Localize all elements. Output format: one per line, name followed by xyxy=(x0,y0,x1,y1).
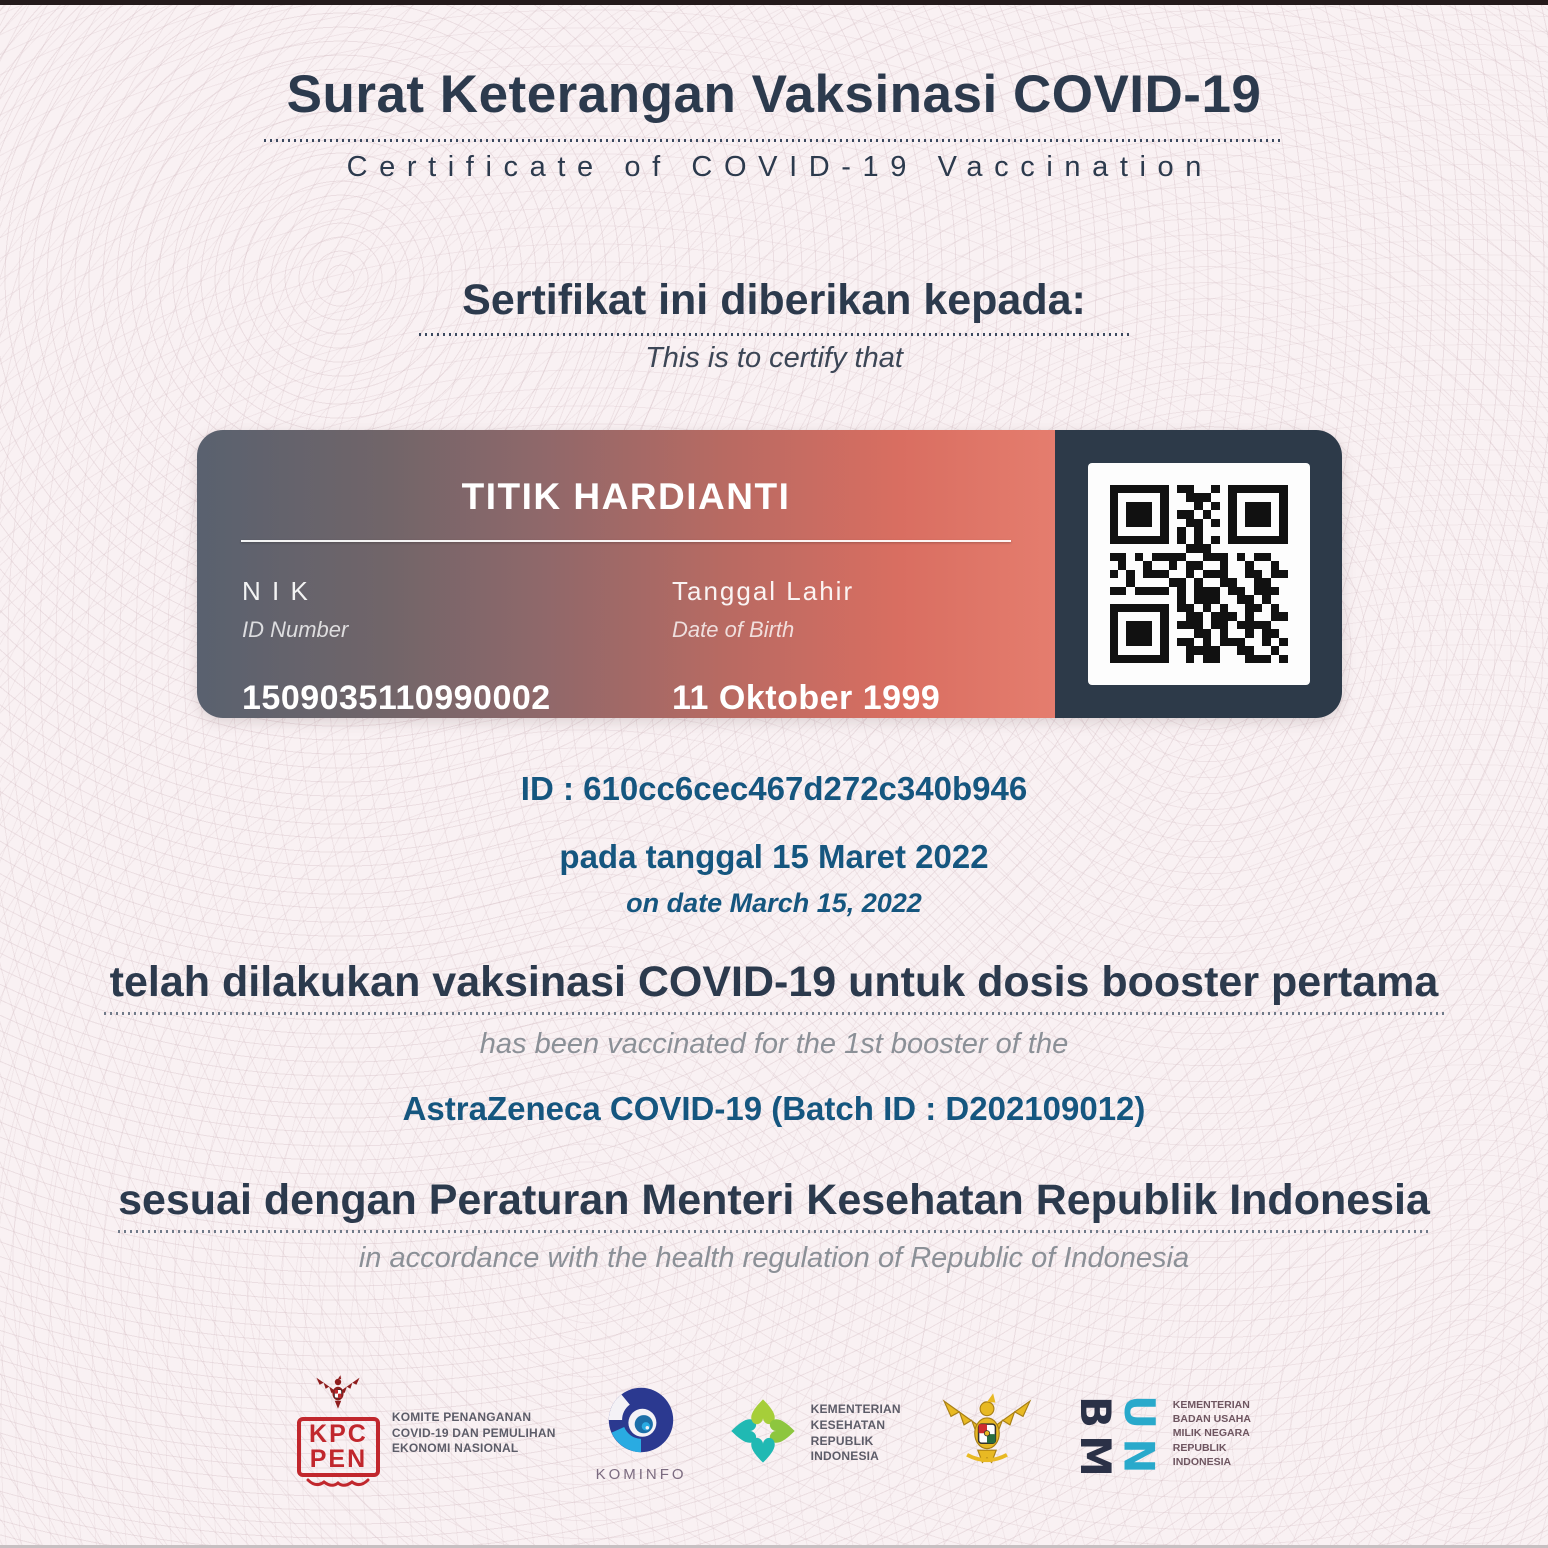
regulation-en: in accordance with the health regulation of Republic of Indonesia xyxy=(358,1242,1190,1274)
statement-en: has been vaccinated for the 1st booster of the xyxy=(479,1028,1069,1060)
vaccination-date-id: pada tanggal 15 Maret 2022 xyxy=(559,838,989,875)
bumn-letter-b: B xyxy=(1070,1395,1120,1428)
kominfo-logo-group xyxy=(596,1385,687,1483)
identity-card xyxy=(197,430,1342,718)
statement-id: telah dilakukan vaksinasi COVID-19 untuk dosis booster pertama xyxy=(109,958,1439,1006)
dob-sublabel: Date of Birth xyxy=(672,617,795,642)
pen-text: PEN xyxy=(309,1445,368,1473)
kpcpen-logo xyxy=(297,1372,380,1495)
bumn-letter-m: M xyxy=(1070,1434,1120,1477)
certify-subheading: This is to certify that xyxy=(645,342,903,374)
name-underline xyxy=(241,540,1011,542)
certify-heading: Sertifikat ini diberikan kepada: xyxy=(462,276,1086,324)
qr-frame xyxy=(1088,463,1310,685)
kemenkes-logo-group xyxy=(727,1395,901,1472)
kpcpen-logo-group xyxy=(297,1372,556,1495)
kpcpen-garuda-icon xyxy=(314,1372,362,1417)
regulation-divider xyxy=(118,1230,1430,1233)
bumn-logo-group xyxy=(1070,1390,1251,1478)
kpcpen-wordmark xyxy=(297,1417,380,1477)
nik-value: 1509035110990002 xyxy=(242,679,551,717)
certificate-id: ID : 610cc6cec467d272c340b946 xyxy=(520,770,1028,807)
kpcpen-book-icon xyxy=(306,1477,370,1495)
kpcpen-caption: KOMITE PENANGANAN COVID-19 DAN PEMULIHAN EKONOMI NASIONAL xyxy=(391,1410,556,1456)
bumn-caption: KEMENTERIAN BADAN USAHA MILIK NEGARA REPUBLIK INDONESIA xyxy=(1172,1399,1251,1468)
certificate-title: Surat Keterangan Vaksinasi COVID-19 xyxy=(286,65,1262,124)
vaccination-date-en: on date March 15, 2022 xyxy=(626,888,922,918)
certify-divider xyxy=(419,333,1131,336)
vaccine-batch-line: AstraZeneca COVID-19 (Batch ID : D202109012) xyxy=(402,1090,1146,1127)
holder-name: TITIK HARDIANTI xyxy=(461,476,791,517)
garuda-pancasila-icon xyxy=(941,1385,1033,1482)
kemenkes-icon xyxy=(727,1395,799,1472)
footer-logos xyxy=(0,1372,1548,1495)
nik-field xyxy=(242,576,617,718)
top-edge-strip xyxy=(0,0,1548,5)
nik-label: N I K xyxy=(242,576,310,606)
identity-fields xyxy=(197,576,1055,718)
qr-panel xyxy=(1055,430,1342,718)
kpc-text: KPC xyxy=(309,1420,368,1448)
kominfo-icon xyxy=(606,1385,676,1460)
statement-divider xyxy=(104,1012,1444,1015)
dob-field xyxy=(672,576,940,718)
title-divider xyxy=(264,139,1280,142)
qr-code xyxy=(1110,485,1288,663)
nik-sublabel: ID Number xyxy=(242,617,349,642)
bumn-letter-u: U xyxy=(1114,1394,1164,1429)
bumn-wordmark xyxy=(1070,1390,1164,1478)
dob-label: Tanggal Lahir xyxy=(672,576,855,606)
kominfo-label: KOMINFO xyxy=(595,1465,687,1483)
certificate-subtitle: Certificate of COVID-19 Vaccination xyxy=(346,151,1214,183)
bumn-letter-n: N xyxy=(1114,1437,1164,1474)
dob-value: 11 Oktober 1999 xyxy=(672,679,941,717)
kemenkes-caption: KEMENTERIAN KESEHATAN REPUBLIK INDONESIA xyxy=(810,1402,901,1464)
regulation-id: sesuai dengan Peraturan Menteri Kesehatan Republik Indonesia xyxy=(118,1176,1430,1224)
identity-card-gradient-panel xyxy=(197,430,1055,718)
